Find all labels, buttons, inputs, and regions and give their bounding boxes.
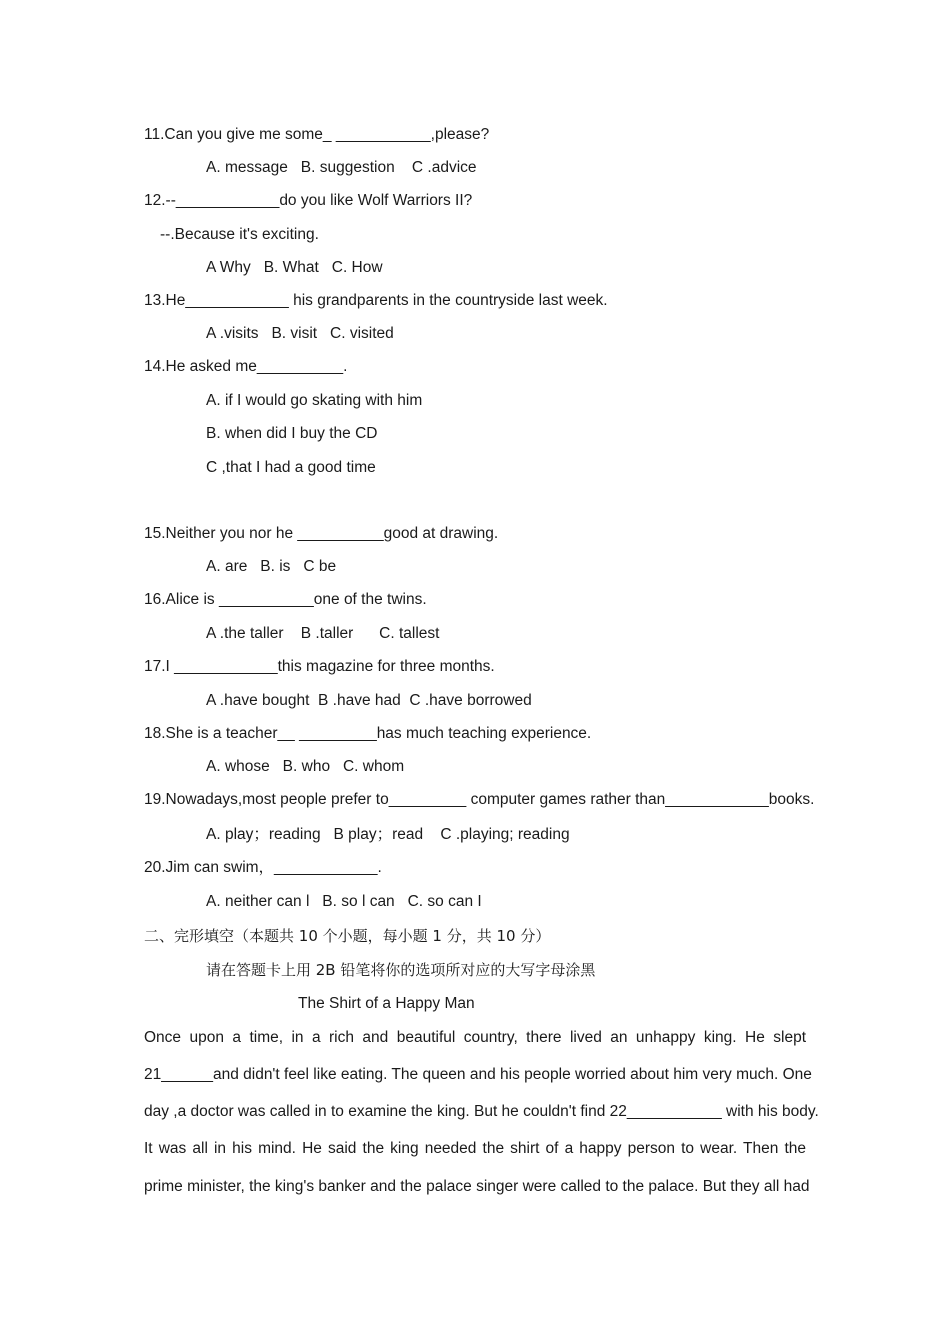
question-14-option-a: A. if I would go skating with him [206, 392, 423, 409]
question-12-options: A Why B. What C. How [206, 259, 383, 276]
question-12-stem: 12.--____________do you like Wolf Warriors II? [144, 192, 473, 209]
section-2-heading: 二、完形填空（本题共 10 个小题，每小题 1 分，共 10 分） [144, 927, 551, 945]
question-12-reply: --.Because it's exciting. [160, 226, 319, 243]
passage-line: 21______and didn't feel like eating. The queen and his people worried about him very much. One [144, 1066, 812, 1083]
question-17-stem: 17.I ____________this magazine for three months. [144, 658, 495, 675]
passage-line: prime minister, the king's banker and the palace singer were called to the palace. But they all had [144, 1178, 810, 1195]
question-14-stem: 14.He asked me__________. [144, 358, 348, 375]
question-11-stem: 11.Can you give me some_ ___________,please? [144, 126, 490, 143]
question-18-options: A. whose B. who C. whom [206, 758, 405, 775]
question-17-options: A .have bought B .have had C .have borrowed [206, 692, 532, 709]
passage-title: The Shirt of a Happy Man [298, 995, 475, 1012]
question-19-stem: 19.Nowadays,most people prefer to_________ computer games rather than____________books. [144, 791, 815, 808]
question-16-stem: 16.Alice is ___________one of the twins. [144, 591, 427, 608]
question-14-option-b: B. when did I buy the CD [206, 425, 378, 442]
question-20-options: A. neither can l B. so l can C. so can I [206, 893, 482, 910]
question-18-stem: 18.She is a teacher__ _________has much teaching experience. [144, 725, 592, 742]
question-15-options: A. are B. is C be [206, 558, 337, 575]
passage-line: It was all in his mind. He said the king needed the shirt of a happy person to wear. Then the [144, 1140, 806, 1157]
question-14-option-c: C ,that I had a good time [206, 459, 376, 476]
question-13-stem: 13.He____________ his grandparents in the countryside last week. [144, 292, 608, 309]
passage-line: Once upon a time, in a rich and beautiful country, there lived an unhappy king. He slept [144, 1029, 806, 1046]
question-15-stem: 15.Neither you nor he __________good at drawing. [144, 525, 499, 542]
passage-line: day ,a doctor was called in to examine the king. But he couldn't find 22___________ with his body. [144, 1103, 819, 1120]
question-11-options: A. message B. suggestion C .advice [206, 159, 477, 176]
question-16-options: A .the taller B .taller C. tallest [206, 625, 440, 642]
section-2-instruction: 请在答题卡上用 2B 铅笔将你的选项所对应的大写字母涂黑 [206, 961, 596, 979]
question-20-stem: 20.Jim can swim，____________. [144, 859, 382, 876]
question-19-options: A. play；reading B play；read C .playing; reading [206, 826, 570, 843]
question-13-options: A .visits B. visit C. visited [206, 325, 394, 342]
